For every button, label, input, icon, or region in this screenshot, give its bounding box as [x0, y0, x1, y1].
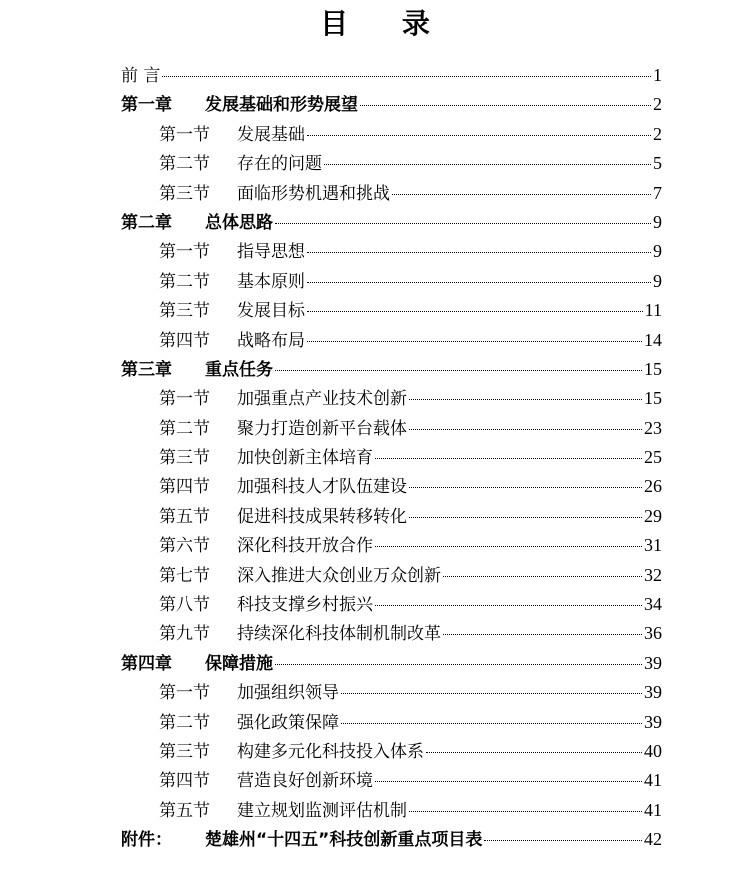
- toc-chapter-entry[interactable]: [121, 355, 662, 384]
- toc-chapter-entry[interactable]: [121, 649, 662, 678]
- toc-page-number: 9: [653, 241, 662, 262]
- toc-page-number: 26: [644, 476, 662, 497]
- toc-entry-title: 聚力打造创新平台载体: [237, 418, 407, 439]
- toc-entry-title: 发展目标: [237, 301, 305, 322]
- toc-entry-number: 第三节: [159, 448, 210, 469]
- toc-entry-label: [121, 297, 305, 326]
- toc-entry-label: [121, 591, 373, 620]
- toc-entry-title: 楚雄州“十四五”科技创新重点项目表: [205, 830, 483, 851]
- toc-entry-number: 第三节: [159, 301, 210, 322]
- toc-entry-number: 第四节: [159, 771, 210, 792]
- toc-entry-title: 加快创新主体培育: [237, 448, 373, 469]
- toc-section-entry[interactable]: [121, 561, 662, 590]
- toc-entry-label: [121, 532, 373, 561]
- toc-page-number: 32: [644, 564, 662, 585]
- toc-entry-title: 发展基础: [237, 124, 305, 145]
- toc-entry-title: 基本原则: [237, 271, 305, 292]
- toc-entry-label: [121, 620, 441, 649]
- toc-entry-title: 持续深化科技体制机制改革: [237, 624, 441, 645]
- toc-entry-title: 促进科技成果转移转化: [237, 506, 407, 527]
- toc-entry-number: 第一节: [159, 683, 210, 704]
- dot-leader: [341, 723, 642, 724]
- dot-leader: [307, 311, 643, 312]
- toc-entry-title: 加强重点产业技术创新: [237, 389, 407, 410]
- toc-section-entry[interactable]: [121, 149, 662, 178]
- toc-page-number: 9: [653, 211, 662, 232]
- dot-leader: [392, 194, 651, 195]
- toc-entry-number: 第四节: [159, 477, 210, 498]
- toc-entry-number: 第一节: [159, 242, 210, 263]
- dot-leader: [375, 605, 642, 606]
- toc-entry-title: 深化科技开放合作: [237, 536, 373, 557]
- toc-entry-title: 面临形势机遇和挑战: [237, 183, 390, 204]
- dot-leader: [409, 517, 642, 518]
- toc-page-number: 23: [644, 417, 662, 438]
- toc-entry-label: [121, 327, 305, 356]
- toc-chapter-entry[interactable]: [121, 825, 662, 854]
- dot-leader: [275, 223, 651, 224]
- toc-entry-label: [121, 209, 273, 238]
- toc-entry-label: [121, 150, 322, 179]
- toc-entry-label: [121, 767, 373, 796]
- toc-entry-label: [121, 709, 339, 738]
- toc-entry-number: 第四节: [159, 330, 210, 351]
- toc-section-entry[interactable]: [121, 708, 662, 737]
- toc-page-number: 34: [644, 594, 662, 615]
- toc-entry-label: [121, 738, 424, 767]
- toc-entry-title: 发展基础和形势展望: [205, 95, 358, 116]
- toc-entry-label: [121, 356, 273, 385]
- toc-entry-label: [121, 415, 407, 444]
- toc-page-number: 29: [644, 505, 662, 526]
- dot-leader: [409, 811, 642, 812]
- toc-page-number: 42: [644, 829, 662, 850]
- toc-title: 目 录: [320, 7, 452, 40]
- toc-page-number: 5: [653, 153, 662, 174]
- toc-page-number: 14: [644, 329, 662, 350]
- toc-page-number: 7: [653, 182, 662, 203]
- toc-entry-title: 总体思路: [205, 212, 273, 233]
- toc-page-number: 15: [644, 358, 662, 379]
- dot-leader: [275, 664, 642, 665]
- toc-entry-title: 存在的问题: [237, 154, 322, 175]
- toc-entry-label: [121, 121, 305, 150]
- toc-entry-label: [121, 562, 441, 591]
- toc-entry-number: 第二节: [159, 154, 210, 175]
- toc-section-entry[interactable]: [121, 531, 662, 560]
- dot-leader: [409, 399, 642, 400]
- toc-page-number: 25: [644, 447, 662, 468]
- dot-leader: [307, 341, 642, 342]
- toc-entry-label: [121, 62, 160, 91]
- toc-page-number: 11: [644, 300, 662, 321]
- toc-entry-number: 第三节: [159, 183, 210, 204]
- toc-entry-label: [121, 444, 373, 473]
- toc-entry-number: 第一节: [159, 389, 210, 410]
- toc-section-entry[interactable]: [121, 326, 662, 355]
- toc-entry-number: 第五节: [159, 800, 210, 821]
- toc-entry-number: 第二章: [121, 212, 172, 233]
- toc-entry-label: [121, 473, 407, 502]
- toc-page-number: 31: [644, 535, 662, 556]
- toc-page-number: 15: [644, 388, 662, 409]
- toc-page-number: 41: [644, 799, 662, 820]
- toc-entry-title: 指导思想: [237, 242, 305, 263]
- toc-entry-number: 第五节: [159, 506, 210, 527]
- toc-section-entry[interactable]: [121, 737, 662, 766]
- toc-entry-label: [121, 268, 305, 297]
- toc-entry-title: 保障措施: [205, 653, 273, 674]
- toc-page-number: 39: [644, 682, 662, 703]
- toc-entry-label: [121, 385, 407, 414]
- toc-entry-title: 重点任务: [205, 359, 273, 380]
- toc-chapter-entry[interactable]: [121, 90, 662, 119]
- toc-entry-number: 第四章: [121, 653, 172, 674]
- dot-leader: [307, 282, 651, 283]
- toc-page-number: 2: [653, 123, 662, 144]
- toc-section-entry[interactable]: [121, 414, 662, 443]
- dot-leader: [341, 693, 642, 694]
- toc-section-entry[interactable]: [121, 179, 662, 208]
- toc-page-number: 41: [644, 770, 662, 791]
- toc-section-entry[interactable]: [121, 796, 662, 825]
- toc-page-number: 2: [653, 94, 662, 115]
- toc-entry-label: [121, 238, 305, 267]
- toc-entry-label: [121, 650, 273, 679]
- toc-entry-title: 深入推进大众创业万众创新: [237, 565, 441, 586]
- dot-leader: [484, 840, 642, 841]
- toc-page-number: 39: [644, 652, 662, 673]
- toc-entry-title: 营造良好创新环境: [237, 771, 373, 792]
- dot-leader: [360, 105, 651, 106]
- toc-page-number: 40: [644, 740, 662, 761]
- dot-leader: [307, 252, 651, 253]
- toc-section-entry[interactable]: [121, 267, 662, 296]
- toc-entry-number: 第二节: [159, 712, 210, 733]
- toc-section-entry[interactable]: [121, 296, 662, 325]
- toc-section-entry[interactable]: [121, 590, 662, 619]
- toc-section-entry[interactable]: [121, 120, 662, 149]
- toc-entry-label: [121, 679, 339, 708]
- dot-leader: [275, 370, 642, 371]
- toc-entry-number: 第三节: [159, 741, 210, 762]
- toc-entry-title: 加强组织领导: [237, 683, 339, 704]
- dot-leader: [375, 546, 642, 547]
- toc-section-entry[interactable]: [121, 766, 662, 795]
- toc-entry-number: 第二节: [159, 418, 210, 439]
- toc-section-entry[interactable]: [121, 472, 662, 501]
- toc-entry-number: 第九节: [159, 624, 210, 645]
- toc-entry-number: 第三章: [121, 359, 172, 380]
- toc-entry-number: 第八节: [159, 595, 210, 616]
- toc-section-entry[interactable]: [121, 237, 662, 266]
- dot-leader: [162, 76, 651, 77]
- toc-entry-title: 前 言: [121, 66, 161, 86]
- dot-leader: [409, 487, 642, 488]
- toc-entry-label: [121, 180, 390, 209]
- toc-entry-number: 第七节: [159, 565, 210, 586]
- toc-section-entry[interactable]: [121, 443, 662, 472]
- toc-section-entry[interactable]: [121, 678, 662, 707]
- toc-preface-entry[interactable]: [121, 61, 662, 90]
- toc-entry-number: 第二节: [159, 271, 210, 292]
- toc-entry-title: 构建多元化科技投入体系: [237, 741, 424, 762]
- dot-leader: [375, 781, 642, 782]
- toc-entry-label: [121, 797, 407, 826]
- toc-section-entry[interactable]: [121, 384, 662, 413]
- toc-entry-number: 附件：: [121, 830, 172, 851]
- toc-entry-label: [121, 826, 482, 855]
- toc-page-number: 1: [653, 65, 662, 85]
- table-of-contents: [121, 61, 662, 855]
- toc-entry-title: 强化政策保障: [237, 712, 339, 733]
- toc-chapter-entry[interactable]: [121, 208, 662, 237]
- toc-entry-title: 建立规划监测评估机制: [237, 800, 407, 821]
- dot-leader: [443, 634, 642, 635]
- dot-leader: [426, 752, 642, 753]
- dot-leader: [324, 164, 651, 165]
- toc-entry-number: 第六节: [159, 536, 210, 557]
- toc-entry-number: 第一章: [121, 95, 172, 116]
- toc-page-number: 39: [644, 711, 662, 732]
- dot-leader: [443, 576, 642, 577]
- toc-entry-label: [121, 91, 358, 120]
- toc-section-entry[interactable]: [121, 619, 662, 648]
- dot-leader: [307, 135, 651, 136]
- toc-entry-title: 科技支撑乡村振兴: [237, 595, 373, 616]
- dot-leader: [409, 429, 642, 430]
- toc-entry-title: 加强科技人才队伍建设: [237, 477, 407, 498]
- toc-entry-title: 战略布局: [237, 330, 305, 351]
- toc-entry-label: [121, 503, 407, 532]
- toc-entry-number: 第一节: [159, 124, 210, 145]
- toc-page-number: 36: [644, 623, 662, 644]
- toc-section-entry[interactable]: [121, 502, 662, 531]
- toc-page-number: 9: [653, 270, 662, 291]
- dot-leader: [375, 458, 642, 459]
